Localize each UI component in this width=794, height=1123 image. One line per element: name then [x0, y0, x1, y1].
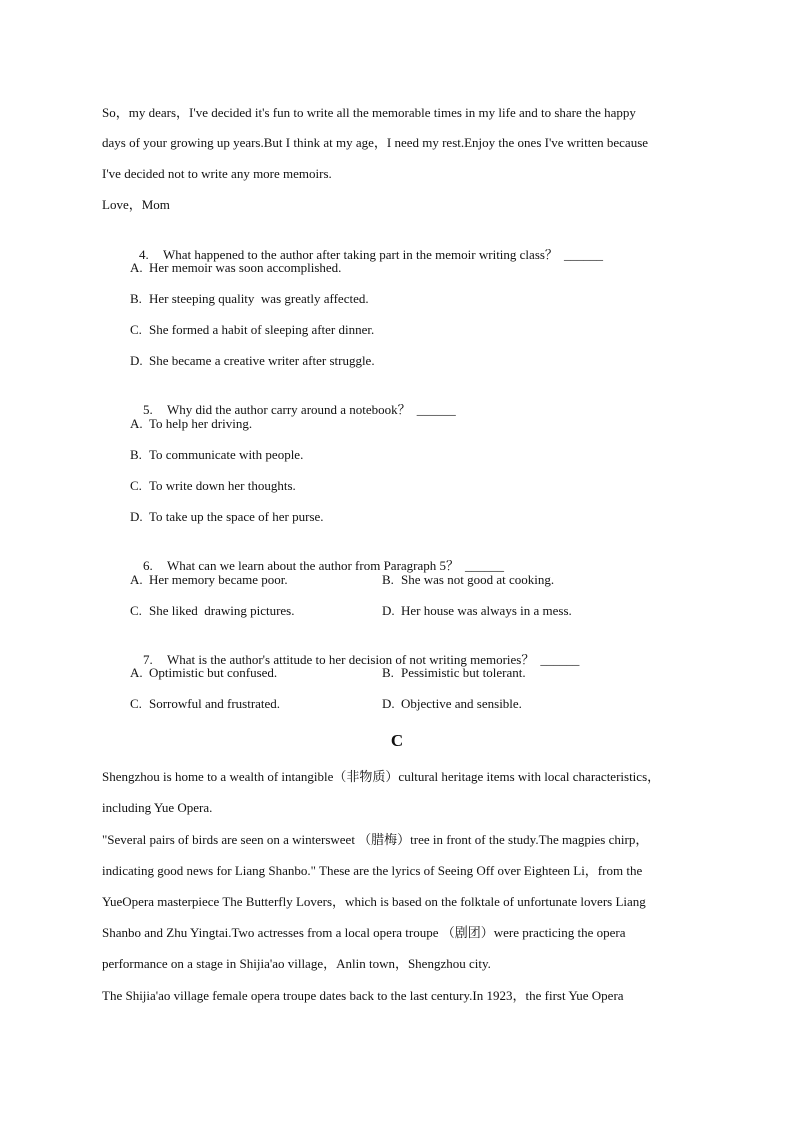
option-c [130, 602, 295, 620]
option-c [130, 695, 280, 713]
option-b [382, 664, 526, 682]
question-number: 4. [139, 247, 149, 262]
answer-blank: ______ [540, 652, 580, 667]
option-text: To write down her thoughts. [149, 478, 296, 493]
passage-line: Shengzhou is home to a wealth of intangible（非物质）cultural heritage items with local characteristics， [102, 769, 661, 784]
option-letter: A. [130, 572, 143, 587]
question-stem: What can we learn about the author from Paragraph 5？ [167, 558, 460, 573]
question-4 [126, 228, 603, 262]
option-c [130, 477, 296, 495]
question-5 [130, 383, 456, 417]
answer-blank: ______ [465, 558, 505, 573]
question-stem: What is the author's attitude to her decision of not writing memories？ [167, 652, 535, 667]
question-7 [130, 633, 580, 667]
option-text: She formed a habit of sleeping after dinner. [149, 322, 375, 337]
question-number: 5. [143, 402, 153, 417]
option-text: She liked drawing pictures. [149, 603, 295, 618]
option-letter: A. [130, 665, 143, 680]
option-letter: B. [382, 572, 394, 587]
option-letter: B. [130, 291, 142, 306]
option-text: She was not good at cooking. [401, 572, 555, 587]
option-a [130, 571, 288, 589]
option-a [130, 259, 341, 277]
option-text: To take up the space of her purse. [149, 509, 324, 524]
passage-line: So，my dears，I've decided it's fun to write all the memorable times in my life and to share the happy [102, 105, 636, 120]
passage-line: "Several pairs of birds are seen on a wintersweet （腊梅）tree in front of the study.The magpies chirp， [102, 832, 649, 847]
option-a [130, 415, 252, 433]
option-a [130, 664, 277, 682]
option-text: Pessimistic but tolerant. [401, 665, 526, 680]
passage-line: The Shijia'ao village female opera troupe dates back to the last century.In 1923，the first Yue Opera [102, 988, 624, 1003]
option-text: To help her driving. [149, 416, 253, 431]
option-letter: D. [130, 509, 143, 524]
passage-line: Shanbo and Zhu Yingtai.Two actresses from a local opera troupe （剧团）were practicing the opera [102, 925, 626, 940]
option-d [382, 695, 522, 713]
option-d [130, 352, 375, 370]
answer-blank: ______ [563, 247, 603, 262]
option-letter: C. [130, 322, 142, 337]
option-letter: B. [382, 665, 394, 680]
section-heading: C [390, 731, 404, 750]
option-letter: C. [130, 603, 142, 618]
option-text: Her house was always in a mess. [401, 603, 572, 618]
question-stem: What happened to the author after taking part in the memoir writing class？ [163, 247, 558, 262]
option-text: Optimistic but confused. [149, 665, 278, 680]
passage-line: including Yue Opera. [102, 800, 213, 815]
option-text: Objective and sensible. [401, 696, 522, 711]
option-text: Her steeping quality was greatly affected. [149, 291, 369, 306]
answer-blank: ______ [416, 402, 456, 417]
passage-line: days of your growing up years.But I think at my age，I need my rest.Enjoy the ones I've written because [102, 135, 649, 150]
option-b [382, 571, 554, 589]
option-letter: A. [130, 416, 143, 431]
passage-signature: Love，Mom [102, 197, 170, 212]
option-text: To communicate with people. [149, 447, 304, 462]
question-stem: Why did the author carry around a notebook？ [167, 402, 411, 417]
option-b [130, 446, 303, 464]
option-text: She became a creative writer after struggle. [149, 353, 375, 368]
option-c [130, 321, 374, 339]
question-6 [130, 539, 505, 573]
passage-line: indicating good news for Liang Shanbo." These are the lyrics of Seeing Off over Eighteen Li，from the [102, 863, 643, 878]
option-letter: C. [130, 478, 142, 493]
passage-line: I've decided not to write any more memoirs. [102, 166, 332, 181]
passage-line: YueOpera masterpiece The Butterfly Lovers，which is based on the folktale of unfortunate lovers Liang [102, 894, 646, 909]
option-letter: A. [130, 260, 143, 275]
option-letter: D. [382, 603, 395, 618]
passage-line: performance on a stage in Shijia'ao village，Anlin town，Shengzhou city. [102, 956, 491, 971]
option-text: Her memory became poor. [149, 572, 288, 587]
option-letter: D. [382, 696, 395, 711]
question-number: 6. [143, 558, 153, 573]
option-text: Sorrowful and frustrated. [149, 696, 281, 711]
option-text: Her memoir was soon accomplished. [149, 260, 342, 275]
option-letter: C. [130, 696, 142, 711]
option-b [130, 290, 369, 308]
question-number: 7. [143, 652, 153, 667]
option-letter: B. [130, 447, 142, 462]
option-d [382, 602, 572, 620]
option-letter: D. [130, 353, 143, 368]
option-d [130, 508, 324, 526]
